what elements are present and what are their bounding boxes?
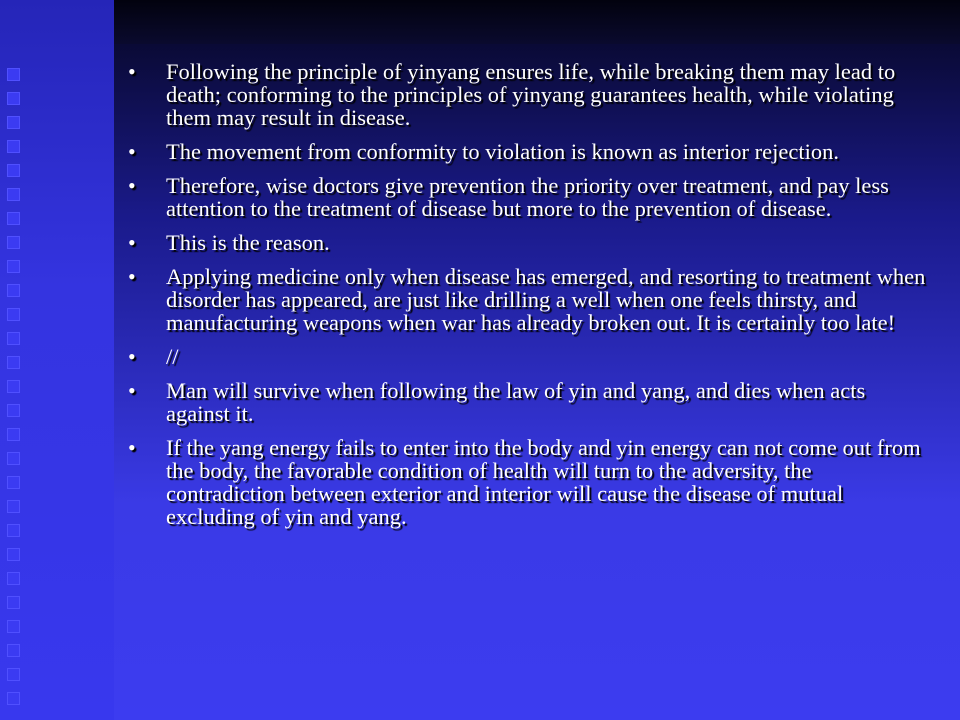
decorative-square [7,212,20,225]
bullet-text: // [166,344,179,369]
bullet-icon: • [128,344,136,369]
decorative-square [7,356,20,369]
bullet-icon: • [128,435,136,460]
bullet-text: Following the principle of yinyang ensures life, while breaking them may lead to death; conforming to the principles of yinyang guarantees health, while violating them may result in disease. [166,59,896,130]
bullet-item [128,60,928,129]
decorative-square [7,308,20,321]
decorative-square [7,164,20,177]
decorative-square [7,668,20,681]
decorative-square [7,596,20,609]
bullet-icon: • [128,173,136,198]
decorative-square [7,452,20,465]
bullet-icon: • [128,139,136,164]
decorative-square [7,332,20,345]
bullet-item [128,345,928,368]
decorative-square [7,572,20,585]
decorative-square [7,380,20,393]
bullet-item [128,231,928,254]
bullet-item [128,265,928,334]
left-decorative-band [0,0,114,720]
bullet-text: If the yang energy fails to enter into the body and yin energy can not come out from the body, the favorable condition of health will turn to the adversity, the contradiction between exterior and interior will cause the disease of mutual excluding of yin and yang. [166,435,921,529]
bullet-text: Man will survive when following the law of yin and yang, and dies when acts against it. [166,378,866,426]
bullet-text: Therefore, wise doctors give prevention the priority over treatment, and pay less attention to the treatment of disease but more to the prevention of disease. [166,173,889,221]
decorative-square [7,284,20,297]
bullet-icon: • [128,230,136,255]
decorative-square [7,236,20,249]
decorative-square [7,68,20,81]
bullet-icon: • [128,264,136,289]
bullet-item [128,436,928,528]
decorative-square [7,188,20,201]
top-decorative-band [114,0,960,44]
bullet-item [128,140,928,163]
slide-bullet-list [128,60,928,539]
bullet-text: The movement from conformity to violation is known as interior rejection. [166,139,839,164]
decorative-square [7,644,20,657]
decorative-square [7,500,20,513]
bullet-item [128,174,928,220]
decorative-square [7,260,20,273]
decorative-square [7,428,20,441]
bullet-text: This is the reason. [166,230,330,255]
decorative-square [7,548,20,561]
bullet-icon: • [128,59,136,84]
decorative-square [7,620,20,633]
decorative-square [7,140,20,153]
bullet-item [128,379,928,425]
bullet-icon: • [128,378,136,403]
decorative-square [7,404,20,417]
decorative-square [7,692,20,705]
decorative-square [7,476,20,489]
decorative-square [7,116,20,129]
bullet-text: Applying medicine only when disease has emerged, and resorting to treatment when disorder has appeared, are just like drilling a well when one feels thirsty, and manufacturing weapons when war has already broken out. It is certainly too late! [166,264,926,335]
decorative-squares-column [7,68,21,716]
decorative-square [7,92,20,105]
decorative-square [7,524,20,537]
